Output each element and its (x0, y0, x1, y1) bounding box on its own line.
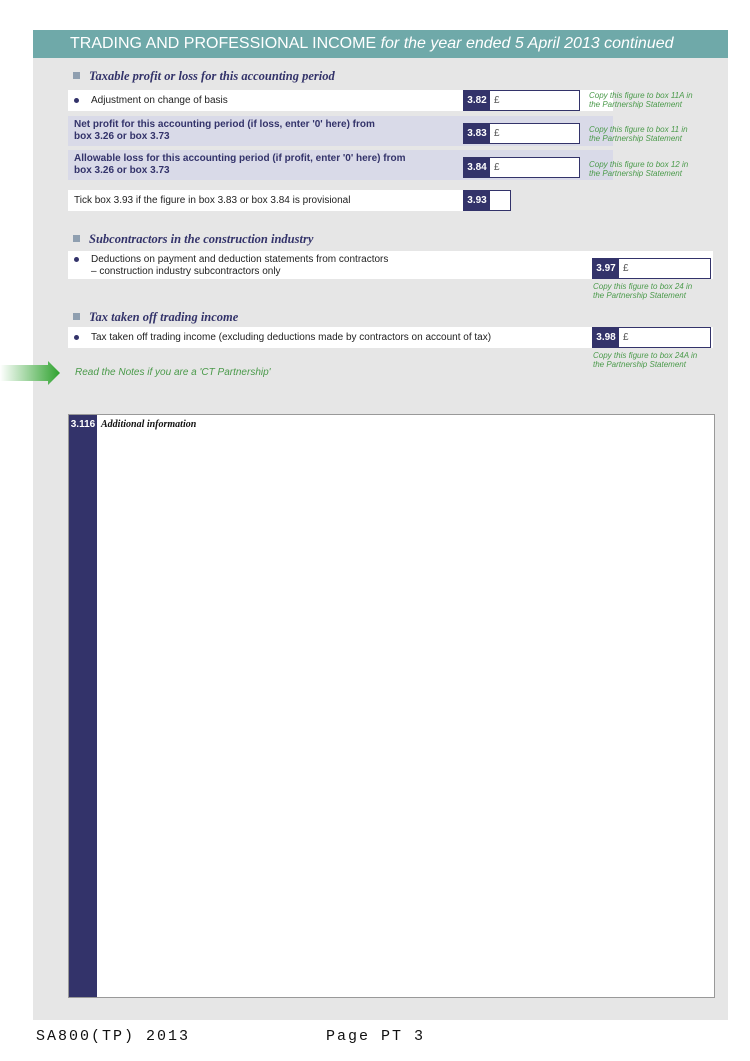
row-provisional-tick (68, 190, 473, 211)
box-number: 3.84 (464, 158, 490, 177)
box-3-98[interactable] (592, 327, 711, 348)
currency-symbol: £ (494, 95, 500, 106)
square-bullet-icon (73, 72, 80, 79)
box-number: 3.116 (70, 419, 96, 430)
taxable-section-heading: Taxable profit or loss for this accounting period (73, 69, 335, 84)
green-arrow-icon (0, 361, 62, 385)
tax-section-heading: Tax taken off trading income (73, 310, 238, 325)
row-label: Tick box 3.93 if the figure in box 3.83 or box 3.84 is provisional (74, 195, 351, 206)
square-bullet-icon (73, 313, 80, 320)
box-number: 3.97 (593, 259, 619, 278)
currency-symbol: £ (623, 263, 629, 274)
note-3-98: Copy this figure to box 24A in the Partnership Statement (593, 351, 698, 369)
page-header (33, 30, 728, 58)
form-page (33, 30, 728, 1020)
page-number: Page PT 3 (326, 1028, 426, 1045)
additional-information-box[interactable] (68, 414, 715, 998)
header-title: TRADING AND PROFESSIONAL INCOME (70, 35, 377, 52)
additional-information-label: Additional information (101, 419, 197, 430)
row-net-profit: Net profit for this accounting period (if loss, enter '0' here) from box 3.26 or box 3.73 (68, 116, 613, 146)
row-allowable-loss: Allowable loss for this accounting period (if profit, enter '0' here) from box 3.26 or box 3.73 (68, 150, 613, 180)
square-bullet-icon (73, 235, 80, 242)
note-3-83: Copy this figure to box 11 in the Partnership Statement (589, 125, 688, 143)
box-number: 3.83 (464, 124, 490, 143)
form-reference: SA800(TP) 2013 (36, 1028, 191, 1045)
tick-box-3-93[interactable] (463, 190, 511, 211)
note-3-84: Copy this figure to box 12 in the Partnership Statement (589, 160, 689, 178)
row-label: Tax taken off trading income (excluding deductions made by contractors on account of tax) (91, 332, 492, 343)
row-label: Adjustment on change of basis (91, 95, 228, 106)
header-subtitle: for the year ended 5 April 2013 continued (380, 35, 674, 52)
currency-symbol: £ (494, 128, 500, 139)
box-number: 3.93 (464, 191, 490, 210)
bullet-icon (74, 257, 79, 262)
bullet-icon (74, 335, 79, 340)
subcontractors-section-heading: Subcontractors in the construction industry (73, 232, 313, 247)
note-3-82: Copy this figure to box 11A in the Partnership Statement (589, 91, 693, 109)
row-cis-deductions: Deductions on payment and deduction statements from contractors – construction industry subcontractors only (68, 251, 713, 279)
box-3-82[interactable] (463, 90, 580, 111)
box-3-84[interactable] (463, 157, 580, 178)
note-3-97: Copy this figure to box 24 in the Partnership Statement (593, 282, 693, 300)
bullet-icon (74, 98, 79, 103)
box-number: 3.82 (464, 91, 490, 110)
currency-symbol: £ (623, 332, 629, 343)
currency-symbol: £ (494, 162, 500, 173)
box-number: 3.98 (593, 328, 619, 347)
box-number-strip (69, 415, 97, 997)
ct-partnership-note: Read the Notes if you are a 'CT Partnership' (75, 367, 271, 378)
box-3-83[interactable] (463, 123, 580, 144)
box-3-97[interactable] (592, 258, 711, 279)
